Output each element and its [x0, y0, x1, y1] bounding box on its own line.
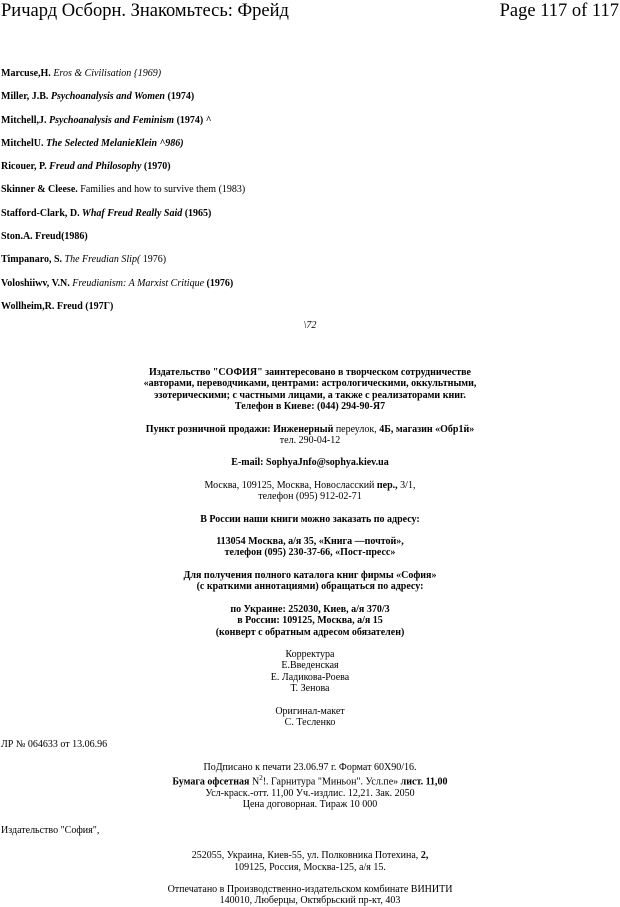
correctors-label: Корректура [285, 648, 335, 660]
entry-title: Freudianism: A Marxist Critique [69, 277, 205, 289]
corrector-name: Е.Введенская [281, 660, 339, 672]
page-number: \72 [303, 320, 317, 331]
envelope-note: (конверт с обратным адресом обязателен) [215, 626, 405, 638]
entry-author: Miller, J.B. [1, 91, 49, 103]
entry-year: (1965) [182, 207, 212, 219]
moscow-address: Москва, 109125, Москва, Новосласский пер., 3/1, [204, 479, 416, 491]
entry-author: Skinner & Cleese. [1, 184, 78, 196]
catalog-line: Для получения полного каталога книг фирмы «София» [183, 569, 437, 581]
entry-author: MitchelU. [1, 137, 44, 149]
retail-phone: тел. 290-04-12 [279, 435, 341, 447]
bibliography-entry [1, 68, 601, 91]
intro-line: «авторами, переводчиками, центрами: астрологическими, оккультными, [143, 378, 477, 390]
bibliography-entry [1, 231, 601, 254]
printer-address: 140010, Люберцы, Октябрьский пр-кт, 403 [219, 895, 401, 907]
print-signed: ПоДписано к печати 23.06.97 г. Формат 60X90/16. [203, 761, 417, 773]
entry-author: Mitchell,J. [1, 114, 47, 126]
entry-title: The Selected MelanieKlein ^986) [43, 137, 184, 149]
kiev-phone: Телефон в Киеве: (044) 294-90-Я7 [234, 401, 386, 413]
sheets-info: Усл-краск.-отт. 11,00 Уч.-издлис. 12,21. Зак. 2050 [205, 787, 415, 799]
entry-year: (1970) [141, 161, 171, 173]
entry-author: Wollheim,R. Freud (197Г) [1, 300, 114, 312]
entry-year: 1976) [140, 254, 167, 266]
entry-title: Whaf Freud Really Said [79, 207, 183, 219]
entry-title: Psychoanalysis and Women [48, 91, 165, 103]
entry-year: (1974) [165, 91, 195, 103]
bibliography-entry [1, 161, 601, 184]
corrector-name: Е. Ладикова-Роева [270, 671, 350, 683]
entry-author: Ston.A. Freud(1986) [1, 231, 88, 243]
bibliography-entry [1, 254, 601, 277]
entry-author: Voloshiiwv, V.N. [1, 277, 70, 289]
entry-title: Psychoanalysis and Feminism [46, 114, 175, 126]
layout-label: Оригинал-макет [275, 705, 345, 717]
russia-address: 113054 Москва, а/я 35, «Книга —почтой», [216, 536, 404, 548]
email: E-mail: SophyaJnfo@sophya.kiev.ua [231, 457, 389, 469]
entry-title: Eros & Civilisation [50, 68, 132, 79]
bibliography-list [1, 68, 601, 324]
bibliography-entry [1, 115, 601, 138]
bibliography-entry [1, 138, 601, 161]
entry-year: (1976) [204, 277, 234, 289]
publisher: Издательство "София", [1, 824, 100, 836]
paper-info: Бумага офсетная $N^2$!. Гарнитура "Миньон". Усл.пе» лист. 11,00 [172, 774, 448, 788]
intro-line: Издательство "СОФИЯ" заинтересовано в творческом сотрудничестве [149, 367, 471, 378]
retail-point: Пункт розничной продажи: Инженерный переулок, 4Б, магазин «Обр1й» [145, 423, 475, 435]
corrector-name: Т. Зенова [290, 683, 330, 695]
entry-year: (1974) ^ [174, 114, 212, 126]
entry-author: Ricouer, P. [1, 161, 47, 173]
entry-author: Stafford-Clark, D. [1, 207, 80, 219]
intro-line: эзотерическими; с частными лицами, а также с реализаторами книг. [154, 389, 466, 401]
layout-person: С. Тесленко [284, 716, 336, 728]
bibliography-entry [1, 91, 601, 114]
entry-year: {1969) [131, 68, 162, 79]
entry-title: Freud and Philosophy [46, 161, 142, 173]
page-header [0, 0, 620, 24]
russia-order: В России наши книги можно заказать по адресу: [200, 513, 420, 525]
address-ukraine: по Украине: 252030, Киев, а/я 370/3 [230, 603, 390, 615]
russia-phone: телефон (095) 230-37-66, «Пост-пресс» [224, 547, 396, 559]
license: ЛР № 064633 от 13.06.96 [1, 739, 108, 751]
bibliography-entry [1, 208, 601, 231]
entry-author: Marcuse,H. [1, 68, 51, 79]
address-russia: в России: 109125, Москва, а/я 15 [237, 615, 383, 627]
moscow-phone: телефон (095) 912-02-71 [258, 491, 362, 503]
entry-title: Families and how to survive them (1983) [77, 184, 246, 196]
publisher-address: 252055, Украина, Киев-55, ул. Полковника Потехина, 2, [191, 850, 429, 862]
bibliography-entry [1, 278, 601, 301]
page-indicator: Page 117 of 117 [499, 1, 619, 21]
imprint-section [0, 367, 620, 907]
bibliography-entry [1, 184, 601, 207]
entry-author: Timpanaro, S. [1, 254, 63, 266]
printed-by: Отпечатано в Производственно-издательском комбинате ВИНИТИ [167, 883, 453, 895]
publisher-address-russia: 109125, Россия, Москва-125, а/я 15. [234, 861, 386, 873]
book-title: Ричард Осборн. Знакомьтесь: Фрейд [1, 1, 289, 21]
price-info: Цена договорная. Тираж 10 000 [242, 799, 378, 811]
catalog-line: (с краткими аннотациями) обращаться по адресу: [196, 581, 424, 593]
entry-title: The Freudian Slip( [62, 254, 141, 266]
